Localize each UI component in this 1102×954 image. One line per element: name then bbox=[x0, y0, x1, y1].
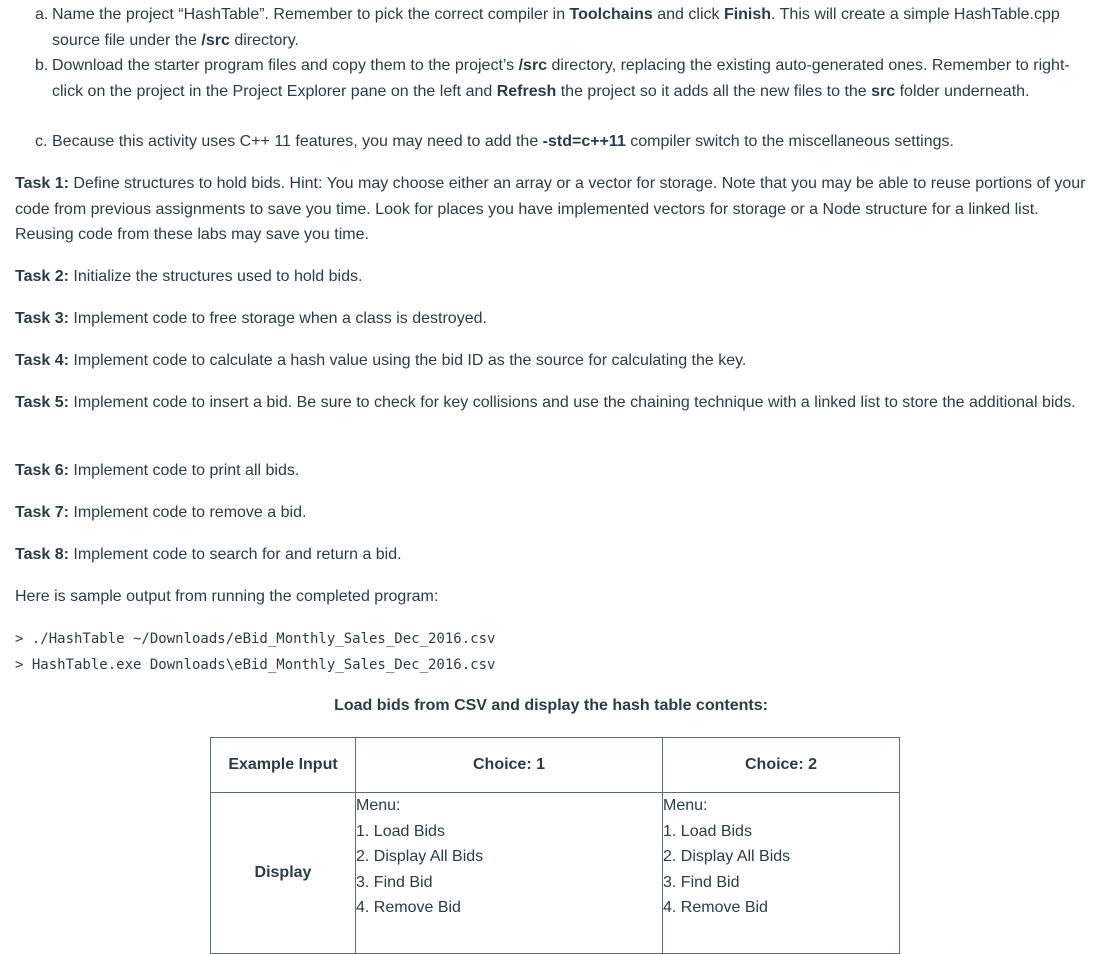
menu-line: 2. Display All Bids bbox=[356, 848, 484, 865]
command-line: > HashTable.exe Downloads\eBid_Monthly_Sales_Dec_2016.csv bbox=[15, 657, 496, 673]
command-line: > ./HashTable ~/Downloads/eBid_Monthly_Sales_Dec_2016.csv bbox=[15, 631, 496, 647]
menu-line: 3. Find Bid bbox=[356, 873, 433, 891]
menu-output-choice-1 bbox=[356, 793, 663, 954]
table-header: Example Input bbox=[211, 738, 356, 793]
menu-output-choice-2 bbox=[663, 793, 900, 954]
task-text: Implement code to insert a bid. Be sure to check for key collisions and use the chaining technique with a linked list to store the additional bids. bbox=[68, 394, 1076, 411]
menu-line: Menu: bbox=[663, 797, 708, 814]
table-caption: Load bids from CSV and display the hash table contents: bbox=[334, 697, 768, 714]
menu-line: 1. Load Bids bbox=[356, 822, 445, 840]
task-label: Task 1: bbox=[15, 175, 69, 192]
menu-line: 4. Remove Bid bbox=[356, 899, 461, 916]
step-text: Download the starter program files and copy them to the project’s /src directory, replacing the existing auto-generated ones. Remember to right-click on the project in the Project Explorer pane on the left and Refresh the project so it adds all the new files to the src folder underneath. bbox=[52, 57, 1070, 100]
task-3 bbox=[15, 306, 1095, 332]
menu-line: 4. Remove Bid bbox=[663, 899, 768, 916]
row-label: Display bbox=[211, 793, 356, 954]
task-label: Task 8: bbox=[15, 546, 69, 563]
table-row bbox=[211, 793, 900, 954]
step-c bbox=[35, 129, 1095, 155]
step-label: a. bbox=[35, 6, 49, 23]
task-text: Define structures to hold bids. Hint: You may choose either an array or a vector for storage. Note that you may be able to reuse portions of your code from previous assignments to save you time. Look for places you have implemented vectors for storage or a Node structure for a linked list. Reusing code from these labs may save you time. bbox=[15, 175, 1086, 243]
menu-line: 2. Display All Bids bbox=[663, 848, 791, 865]
table-header-row bbox=[211, 738, 900, 793]
step-label: b. bbox=[35, 57, 49, 74]
task-label: Task 4: bbox=[15, 352, 69, 369]
task-text: Implement code to free storage when a class is destroyed. bbox=[68, 310, 487, 327]
task-text: Implement code to calculate a hash value using the bid ID as the source for calculating the key. bbox=[68, 352, 747, 369]
task-label: Task 7: bbox=[15, 504, 69, 521]
task-label: Task 2: bbox=[15, 268, 69, 285]
step-a bbox=[35, 2, 1095, 53]
example-table bbox=[210, 737, 900, 954]
task-1 bbox=[15, 171, 1095, 248]
step-text: Name the project “HashTable”. Remember to pick the correct compiler in Toolchains and click Finish. This will create a simple HashTable.cpp source file under the /src directory. bbox=[52, 6, 1060, 49]
task-4 bbox=[15, 348, 1095, 374]
table-header: Choice: 2 bbox=[663, 738, 900, 793]
step-b bbox=[35, 53, 1095, 104]
menu-line: 1. Load Bids bbox=[663, 822, 752, 840]
task-8 bbox=[15, 542, 1095, 568]
table-header: Choice: 1 bbox=[356, 738, 663, 793]
task-6 bbox=[15, 458, 1095, 484]
task-text: Implement code to remove a bid. bbox=[68, 504, 307, 521]
task-7 bbox=[15, 500, 1095, 526]
task-text: Implement code to print all bids. bbox=[68, 462, 300, 479]
step-text: Because this activity uses C++ 11 features, you may need to add the -std=c++11 compiler switch to the miscellaneous settings. bbox=[52, 133, 954, 150]
task-2 bbox=[15, 264, 1095, 290]
menu-line: 3. Find Bid bbox=[663, 873, 740, 891]
task-text: Implement code to search for and return a bid. bbox=[68, 546, 402, 563]
task-label: Task 3: bbox=[15, 310, 69, 327]
sample-intro: Here is sample output from running the completed program: bbox=[15, 588, 439, 605]
task-label: Task 6: bbox=[15, 462, 69, 479]
menu-line: Menu: bbox=[356, 797, 401, 814]
task-5 bbox=[15, 390, 1095, 416]
step-label: c. bbox=[35, 133, 48, 150]
task-label: Task 5: bbox=[15, 394, 69, 411]
task-text: Initialize the structures used to hold bids. bbox=[68, 268, 363, 285]
